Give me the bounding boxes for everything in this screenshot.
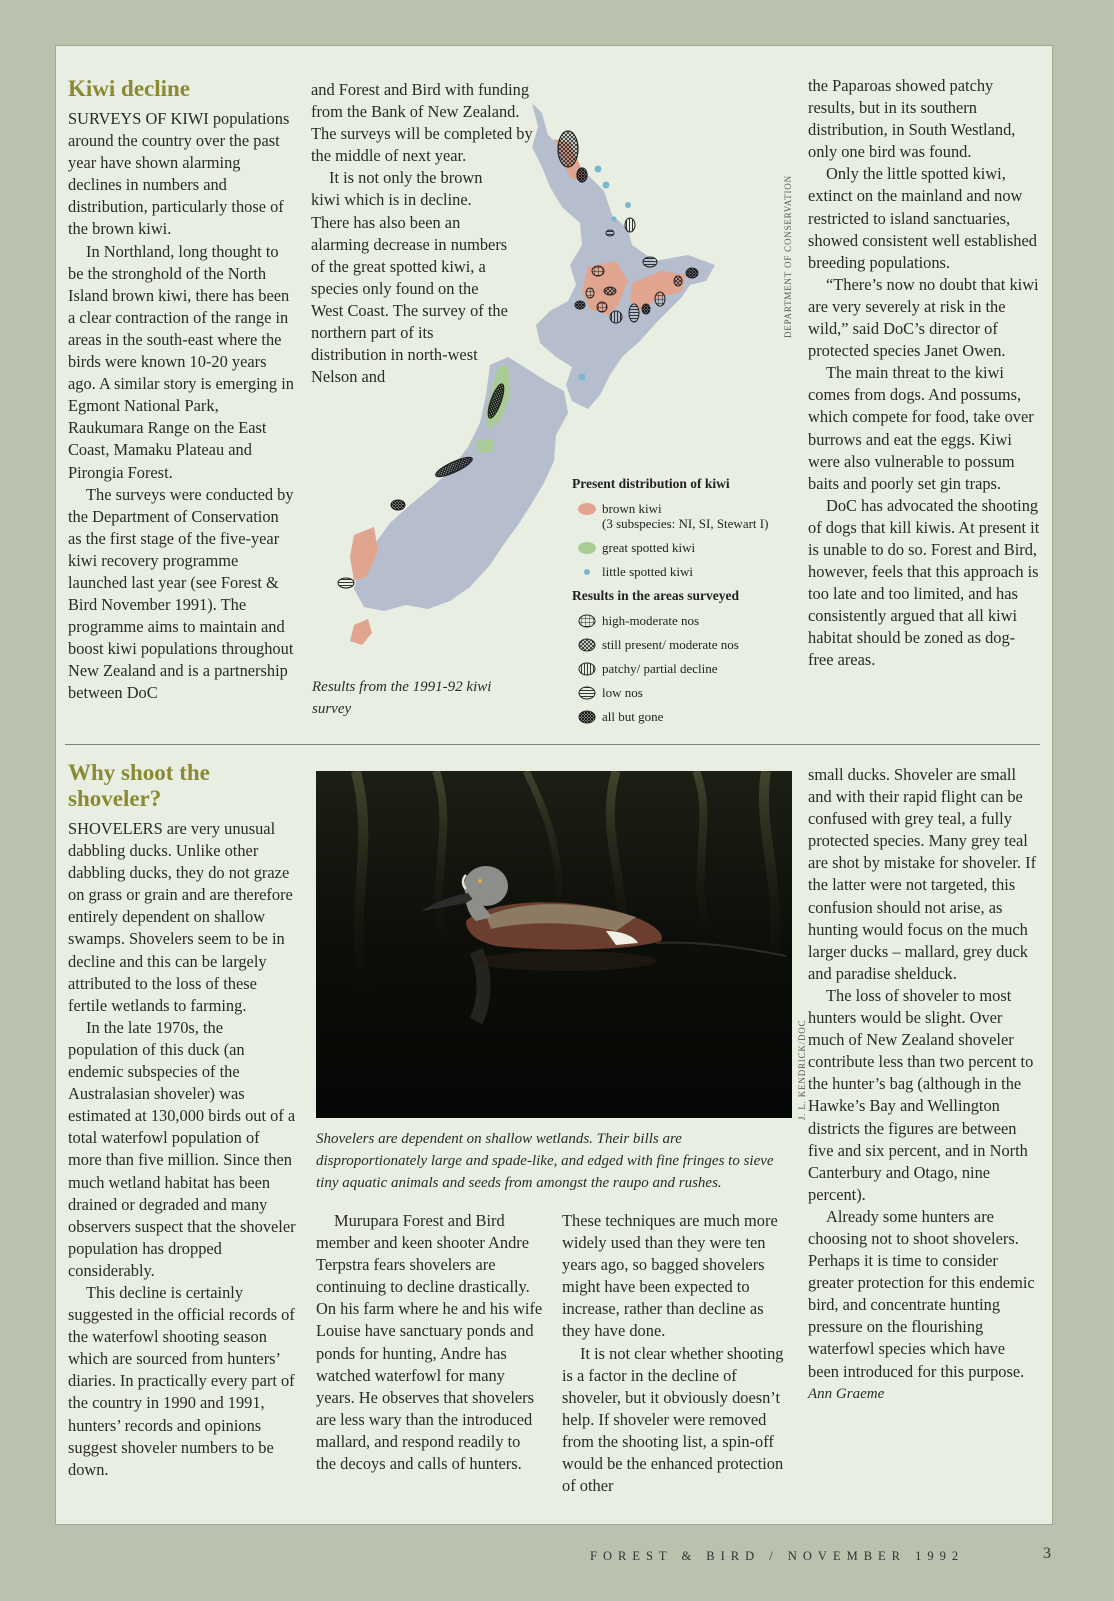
- shoveler-heading: Why shoot the shoveler?: [68, 760, 210, 811]
- legend-label: all but gone: [602, 709, 664, 724]
- legend-item-low: [572, 685, 797, 700]
- shoveler-paragraph: small ducks. Shoveler are small and with their rapid flight can be confused with grey teal, a fully protected species. Many grey teal are shot by mistake for shoveler. If the latter were not targeted, this confusion should not arise, as hunting would focus on the much larger ducks – mallard, grey duck and paradise shelduck.: [808, 765, 1037, 983]
- south-island-shape: [354, 357, 568, 611]
- shoveler-column-2: [316, 1210, 544, 1475]
- legend-item-still-present: [572, 637, 797, 652]
- grid-pattern-icon: [577, 614, 597, 628]
- page-number: 3: [1043, 1545, 1051, 1562]
- map-legend: [572, 476, 797, 724]
- author-byline: Ann Graeme: [808, 1385, 885, 1402]
- map-credit: DEPARTMENT OF CONSERVATION: [783, 175, 793, 338]
- legend-label: patchy/ partial decline: [602, 661, 718, 676]
- kiwi-column-1: [68, 76, 296, 705]
- map-caption: Results from the 1991-92 kiwi survey: [312, 679, 492, 717]
- kiwi-heading: Kiwi decline: [68, 76, 191, 101]
- kiwi-paragraph: In Northland, long thought to be the stronghold of the North Island brown kiwi, there has been a clear contraction of the range in areas in the south-east where the birds were known 10-20 years ago. A similar story is emerging in Egmont National Park, Raukumara Range on the East Coast, Mamaku Plateau and Pirongia Forest.: [68, 241, 294, 482]
- shoveler-paragraph: These techniques are much more widely used than they were ten years ago, so bagged shovelers might have been expected to increase, rather than decline as they have done.: [562, 1211, 778, 1341]
- shoveler-paragraph: Already some hunters are choosing not to shoot shovelers. Perhaps it is time to consider greater protection for this endemic bird, and concentrate hunting pressure on the flourishing waterfowl species which have been introduced for this purpose.: [808, 1206, 1035, 1381]
- legend-item-great-spotted-kiwi: [572, 540, 797, 555]
- legend-label: low nos: [602, 685, 643, 700]
- legend-label: little spotted kiwi: [602, 564, 693, 579]
- kiwi-paragraph: the Paparoas showed patchy results, but in its southern distribution, in South Westland, only one bird was found.: [808, 76, 1016, 162]
- vertical-lines-pattern-icon: [577, 662, 597, 676]
- legend-item-patchy: [572, 661, 797, 676]
- kiwi-paragraph: The main threat to the kiwi comes from dogs. And possums, which compete for food, take over burrows and eat the eggs. Kiwi were also vulnerable to possum baits and poorly set gin traps.: [808, 363, 1034, 493]
- legend-item-all-but-gone: [572, 709, 797, 724]
- shoveler-paragraph: It is not clear whether shooting is a factor in the decline of shoveler, but it obviously doesn’t help. If shoveler were removed from the shooting list, a spin-off would be the enhanced protection of other: [562, 1343, 784, 1496]
- legend-label: great spotted kiwi: [602, 540, 696, 555]
- legend-item-little-spotted-kiwi: [572, 564, 797, 579]
- kiwi-paragraph: It is not only the brown kiwi which is in decline. There has also been an alarming decrease in numbers of the great spotted kiwi, a species only found on the West Coast. The survey of the northern part of its distribution in north-west Nelson and: [311, 168, 508, 387]
- legend-item-brown-kiwi: [572, 501, 797, 531]
- brown-kiwi-swatch-icon: [577, 502, 597, 516]
- photo-credit: J. L. KENDRICK/DOC: [797, 1019, 807, 1120]
- shoveler-paragraph: In the late 1970s, the population of this duck (an endemic subspecies of the Australasian shoveler) was estimated at 130,000 birds out of a total waterfowl population of more than five million. Since then much wetland habitat has been drained or degraded and many observers suspect that the shoveler population has dropped considerably.: [68, 1017, 296, 1280]
- shoveler-paragraph: The loss of shoveler to most hunters would be slight. Over much of New Zealand shoveler contribute less than two percent to the hunter’s bag (although in the Hawke’s Bay and Wellington districts the figures are between five and six percent, and in North Canterbury and Otago, nine percent).: [808, 985, 1034, 1204]
- shoveler-paragraph: SHOVELERS are very unusual dabbling ducks. Unlike other dabbling ducks, they do not graze on grass or grain and are therefore entirely dependent on shallow swamps. Shovelers seem to be in decline and this can be largely attributed to the loss of these fertile wetlands to farming.: [68, 819, 293, 1015]
- kiwi-paragraph: DoC has advocated the shooting of dogs that kill kiwis. At present it is unable to do so. Forest and Bird, however, feels that this approach is too late and too limited, and has consistently argued that all kiwi habitat should be zoned as dog-free areas.: [808, 495, 1040, 670]
- shoveler-paragraph: Murupara Forest and Bird member and keen shooter Andre Terpstra fears shovelers are continuing to decline drastically. On his farm where he and his wife Louise have sanctuary ponds and ponds for hunting, Andre has watched waterfowl for many years. He observes that shovelers are less wary than the introduced mallard, and respond readily to the decoys and calls of hunters.: [316, 1211, 543, 1474]
- legend-label: brown kiwi: [602, 501, 662, 516]
- legend-label: still present/ moderate nos: [602, 637, 739, 652]
- crosshatch-pattern-icon: [577, 638, 597, 652]
- legend-label: high-moderate nos: [602, 613, 700, 628]
- page-footer: FOREST & BIRD / NOVEMBER 1992: [590, 1549, 965, 1563]
- kiwi-paragraph: and Forest and Bird with funding from the Bank of New Zealand. The surveys will be completed by the middle of next year.: [311, 80, 533, 166]
- kiwi-paragraph: The surveys were conducted by the Department of Conservation as the first stage of the five-year kiwi recovery programme launched last year (see Forest & Bird November 1991). The programme aims to maintain and boost kiwi populations throughout New Zealand and is a partnership between DoC: [68, 484, 294, 703]
- kiwi-paragraph: SURVEYS OF KIWI populations around the country over the past year have shown alarming declines in numbers and distribution, particularly those of the brown kiwi.: [68, 109, 290, 239]
- shoveler-column-4: [808, 764, 1040, 1405]
- shoveler-column-1: [68, 760, 296, 1481]
- little-spotted-kiwi-swatch-icon: [577, 565, 597, 579]
- shoveler-photo: [316, 771, 792, 1118]
- stewart-island-shape: [350, 619, 372, 645]
- shoveler-paragraph: This decline is certainly suggested in the official records of the waterfowl shooting season which are sourced from hunters’ diaries. In practically every part of the country in 1990 and 1991, hunters’ records and opinions suggest shoveler numbers to be down.: [68, 1282, 295, 1479]
- legend-title-results: Results in the areas surveyed: [572, 588, 739, 603]
- shoveler-column-3: [562, 1210, 794, 1497]
- section-divider: [65, 744, 1040, 745]
- photo-caption: Shovelers are dependent on shallow wetlands. Their bills are disproportionately large and spade-like, and edged with fine fringes to sieve tiny aquatic animals and seeds from amongst the raupo and rushes.: [316, 1131, 774, 1191]
- kiwi-paragraph: “There’s now no doubt that kiwi are very severely at risk in the wild,” said DoC’s director of protected species Janet Owen.: [808, 274, 1039, 361]
- great-spotted-kiwi-swatch-icon: [577, 541, 597, 555]
- kiwi-column-3: [808, 75, 1040, 672]
- legend-sublabel: (3 subspecies: NI, SI, Stewart I): [602, 516, 769, 531]
- dense-hatch-pattern-icon: [577, 710, 597, 724]
- kiwi-paragraph: Only the little spotted kiwi, extinct on the mainland and now restricted to island sanctuaries, showed consistent well established breeding populations.: [808, 164, 1037, 272]
- legend-title-distribution: Present distribution of kiwi: [572, 476, 730, 491]
- horizontal-lines-pattern-icon: [577, 686, 597, 700]
- legend-item-high-moderate: [572, 613, 797, 628]
